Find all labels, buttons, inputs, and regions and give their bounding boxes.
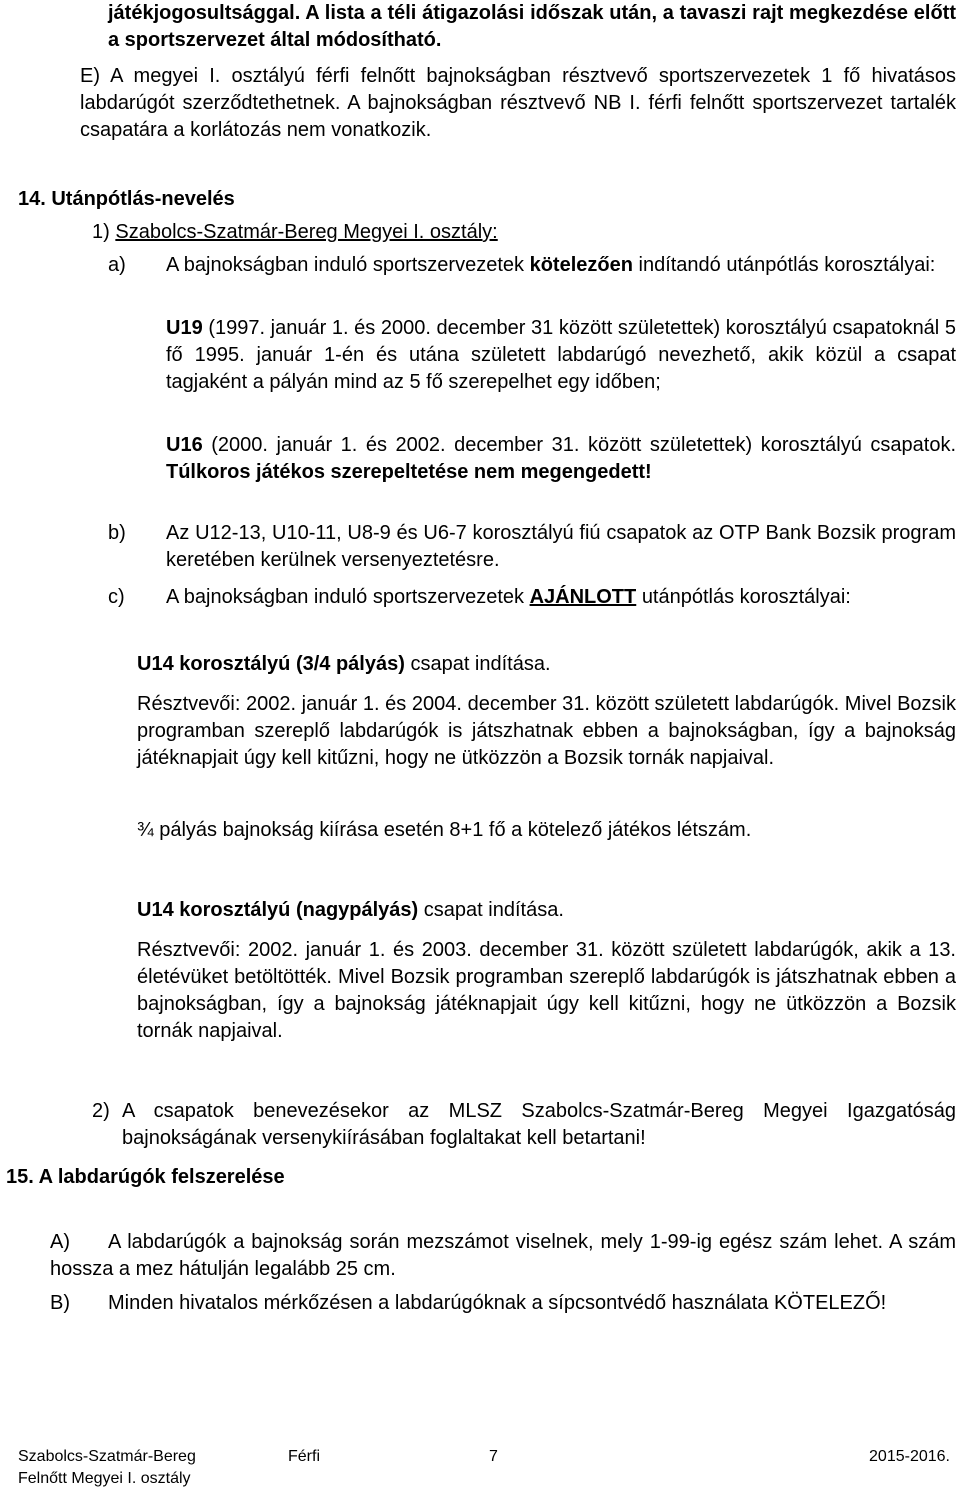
u19-paragraph xyxy=(166,315,956,396)
item-a-pre: A bajnokságban induló sportszervezetek xyxy=(166,254,525,276)
item-A-marker: A) xyxy=(50,1231,70,1253)
u14a-title xyxy=(137,651,551,678)
sub-1-title xyxy=(92,219,498,246)
u14b-title xyxy=(137,897,564,924)
footer-season: 2015-2016. xyxy=(869,1448,950,1465)
item-a-bold: kötelezően xyxy=(529,254,633,276)
item-a-post: indítandó utánpótlás korosztályai: xyxy=(638,254,936,276)
item-b-text: Az U12-13, U10-11, U8-9 és U6-7 korosztályú fiú csapatok az OTP Bank Bozsik program keretében kerülnek versenyeztetésre. xyxy=(166,522,956,571)
footer-org-line1: Szabolcs-Szatmár-Bereg xyxy=(18,1448,196,1465)
u19-label: U19 xyxy=(166,317,203,339)
section-14-heading: 14. Utánpótlás-nevelés xyxy=(18,188,235,210)
u16-label: U16 xyxy=(166,434,203,456)
footer-category: Férfi xyxy=(288,1448,320,1465)
item-A-text: A labdarúgók a bajnokság során mezszámot viselnek, mely 1-99-ig egész szám lehet. A szám hossza a mez hátulján legalább 25 cm. xyxy=(50,1231,956,1280)
item-B-marker: B) xyxy=(50,1292,70,1314)
u14b-rest: csapat indítása. xyxy=(423,899,564,921)
u14b-bold: U14 korosztályú (nagypályás) xyxy=(137,899,419,921)
item-b-marker: b) xyxy=(108,522,126,544)
u16-paragraph xyxy=(166,432,956,486)
item-c-bold: AJÁNLOTT xyxy=(529,586,637,608)
sub-1-number: 1) xyxy=(92,221,110,243)
u19-text: (1997. január 1. és 2000. december 31 között születettek) korosztályú csapatoknál 5 fő 1995. január 1-én és utána született labdarúgó nevezhető, akik közül a csapat tagjaként a pályán mind az 5 fő szerepelhet egy időben; xyxy=(166,317,956,393)
item-a-marker: a) xyxy=(108,254,126,276)
item-c-pre: A bajnokságban induló sportszervezetek xyxy=(166,586,525,608)
sub-1-label: Szabolcs-Szatmár-Bereg Megyei I. osztály: xyxy=(115,221,498,243)
item-a-text xyxy=(166,252,956,279)
sub-2-text: A csapatok benevezésekor az MLSZ Szabolcs-Szatmár-Bereg Megyei Igazgatóság bajnokságának versenykiírásában foglaltakat kell betartani! xyxy=(122,1100,956,1149)
u16-text: (2000. január 1. és 2002. december 31. között születettek) korosztályú csapatok. xyxy=(211,434,956,456)
u16-warning: Túlkoros játékos szerepeltetése nem megengedett! xyxy=(166,461,652,483)
item-B-text: Minden hivatalos mérkőzésen a labdarúgóknak a sípcsontvédő használata KÖTELEZŐ! xyxy=(108,1292,887,1314)
u14a-note: ¾ pályás bajnokság kiírása esetén 8+1 fő a kötelező játékos létszám. xyxy=(137,819,752,841)
item-c-marker: c) xyxy=(108,586,125,608)
intro-continuation: játékjogosultsággal. A lista a téli átigazolási időszak után, a tavaszi rajt megkezdése előtt a sportszervezet által módosítható. xyxy=(108,2,956,51)
footer-page-number: 7 xyxy=(489,1448,498,1465)
item-c-text xyxy=(166,584,956,611)
item-e-paragraph: E) A megyei I. osztályú férfi felnőtt bajnokságban résztvevő sportszervezetek 1 fő hivatásos labdarúgót szerződtethetnek. A bajnokságban résztvevő NB I. férfi felnőtt sportszervezet tartalék csapatára a korlátozás nem vonatkozik. xyxy=(80,65,956,141)
u14a-rest: csapat indítása. xyxy=(410,653,551,675)
section-15-heading: 15. A labdarúgók felszerelése xyxy=(6,1166,285,1188)
u14b-description: Résztvevői: 2002. január 1. és 2003. december 31. között született labdarúgók, akik a 13. életévüket betöltötték. Mivel Bozsik programban szereplő labdarúgók is játszhatnak ebben a bajnokságban, így a bajnokság játéknapjait úgy kell kitűzni, hogy ne ütközzön a Bozsik tornák napjaival. xyxy=(137,939,956,1042)
u14a-description: Résztvevői: 2002. január 1. és 2004. december 31. között született labdarúgók. Mivel Bozsik programban szereplő labdarúgók is játszhatnak ebben a bajnokságban, így a bajnokság játéknapjait úgy kell kitűzni, hogy ne ütközzön a Bozsik tornák napjaival. xyxy=(137,693,956,769)
sub-2-number: 2) xyxy=(92,1100,110,1122)
item-c-post: utánpótlás korosztályai: xyxy=(641,586,851,608)
u14a-bold: U14 korosztályú (3/4 pályás) xyxy=(137,653,405,675)
footer-org-line2: Felnőtt Megyei I. osztály xyxy=(18,1470,191,1487)
